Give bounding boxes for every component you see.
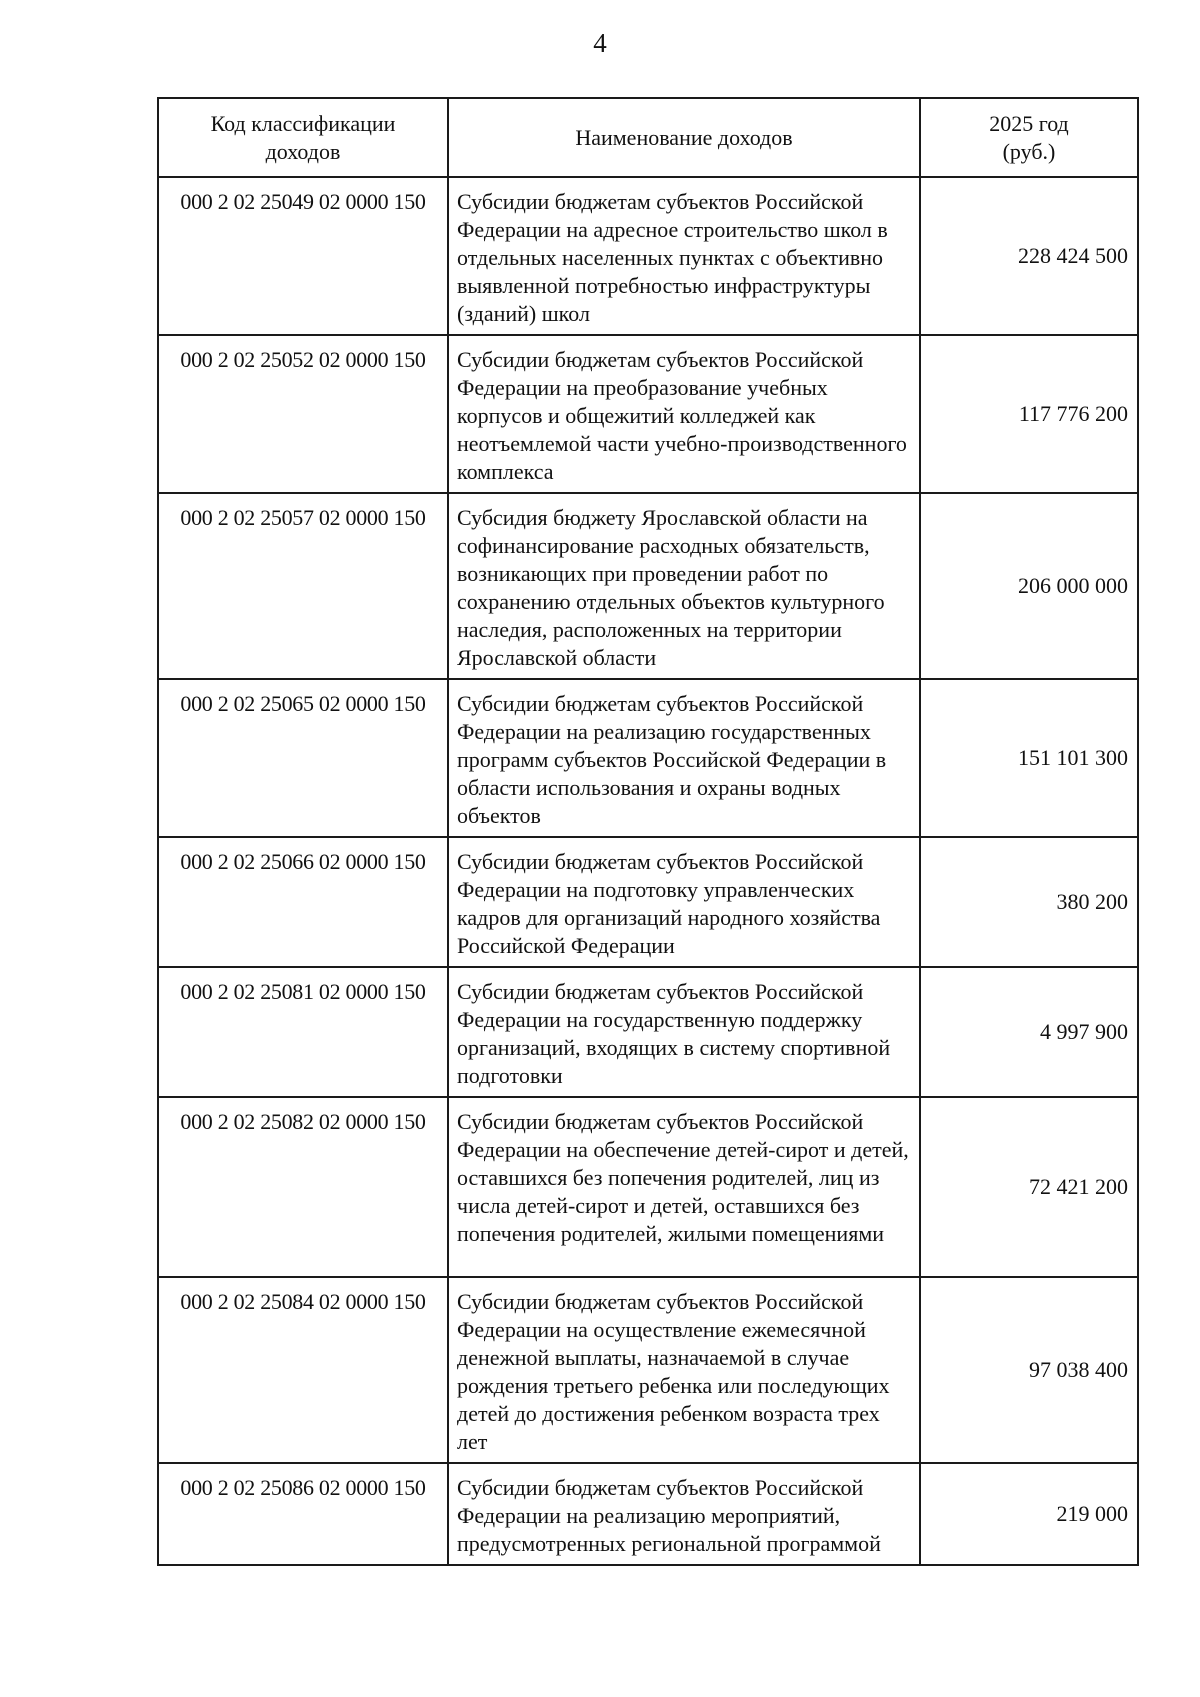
table-row	[158, 335, 1138, 493]
header-amount: 2025 год (руб.)	[920, 98, 1138, 177]
income-code: 000 2 02 25057 02 0000 150	[158, 493, 448, 679]
income-table	[157, 97, 1139, 1566]
income-name: Субсидии бюджетам субъектов Российской Федерации на адресное строительство школ в отдельных населенных пунктах с объективно выявленной потребностью инфраструктуры (зданий) школ	[448, 177, 920, 335]
income-code: 000 2 02 25086 02 0000 150	[158, 1463, 448, 1565]
income-name: Субсидии бюджетам субъектов Российской Федерации на осуществление ежемесячной денежной выплаты, назначаемой в случае рождения третьего ребенка или последующих детей до достижения ребенком возраста трех лет	[448, 1277, 920, 1463]
income-name: Субсидии бюджетам субъектов Российской Федерации на преобразование учебных корпусов и общежитий колледжей как неотъемлемой части учебно-производственного комплекса	[448, 335, 920, 493]
income-amount: 219 000	[920, 1463, 1138, 1565]
table-row	[158, 493, 1138, 679]
table-row	[158, 837, 1138, 967]
income-code: 000 2 02 25081 02 0000 150	[158, 967, 448, 1097]
income-code: 000 2 02 25084 02 0000 150	[158, 1277, 448, 1463]
income-amount: 380 200	[920, 837, 1138, 967]
table-row	[158, 1463, 1138, 1565]
income-amount: 206 000 000	[920, 493, 1138, 679]
header-name: Наименование доходов	[448, 98, 920, 177]
income-code: 000 2 02 25066 02 0000 150	[158, 837, 448, 967]
income-amount: 151 101 300	[920, 679, 1138, 837]
income-code: 000 2 02 25052 02 0000 150	[158, 335, 448, 493]
income-code: 000 2 02 25082 02 0000 150	[158, 1097, 448, 1277]
income-amount: 228 424 500	[920, 177, 1138, 335]
income-amount: 97 038 400	[920, 1277, 1138, 1463]
table-row	[158, 1277, 1138, 1463]
income-name: Субсидии бюджетам субъектов Российской Федерации на обеспечение детей-сирот и детей, оставшихся без попечения родителей, лиц из числа детей-сирот и детей, оставшихся без попечения родителей, жилыми помещениями	[448, 1097, 920, 1277]
table-row	[158, 967, 1138, 1097]
income-name: Субсидии бюджетам субъектов Российской Федерации на подготовку управленческих кадров для организаций народного хозяйства Российской Федерации	[448, 837, 920, 967]
income-code: 000 2 02 25049 02 0000 150	[158, 177, 448, 335]
table-row	[158, 177, 1138, 335]
income-name: Субсидии бюджетам субъектов Российской Федерации на реализацию государственных программ субъектов Российской Федерации в области использования и охраны водных объектов	[448, 679, 920, 837]
income-name: Субсидия бюджету Ярославской области на софинансирование расходных обязательств, возникающих при проведении работ по сохранению отдельных объектов культурного наследия, расположенных на территории Ярославской области	[448, 493, 920, 679]
table-row	[158, 679, 1138, 837]
income-amount: 117 776 200	[920, 335, 1138, 493]
income-amount: 72 421 200	[920, 1097, 1138, 1277]
page-number: 4	[593, 28, 607, 58]
income-amount: 4 997 900	[920, 967, 1138, 1097]
table-row	[158, 1097, 1138, 1277]
income-name: Субсидии бюджетам субъектов Российской Федерации на реализацию мероприятий, предусмотренных региональной программой	[448, 1463, 920, 1565]
income-code: 000 2 02 25065 02 0000 150	[158, 679, 448, 837]
income-name: Субсидии бюджетам субъектов Российской Федерации на государственную поддержку организаций, входящих в систему спортивной подготовки	[448, 967, 920, 1097]
header-code: Код классификации доходов	[158, 98, 448, 177]
table-header-row	[158, 98, 1138, 177]
